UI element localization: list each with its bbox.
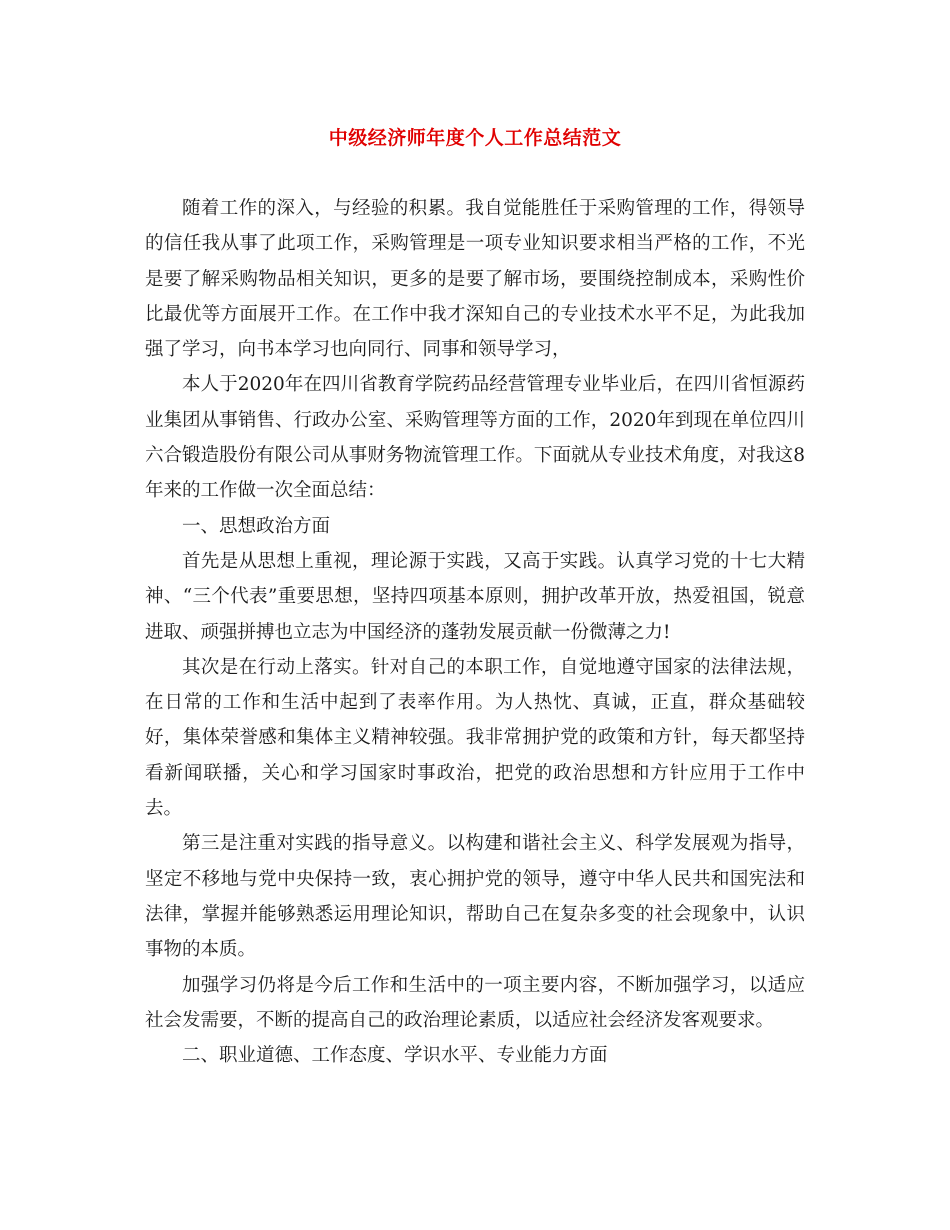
- document-title: 中级经济师年度个人工作总结范文: [328, 127, 622, 149]
- paragraph-intro: 随着工作的深入，与经验的积累。我自觉能胜任于采购管理的工作，得领导的信任我从事了此项工作，采购管理是一项专业知识要求相当严格的工作，不光是要了解采购物品相关知识，更多的是要了解市场，要围绕控制成本，采购性价比最优等方面展开工作。在工作中我才深知自己的专业技术水平不足，为此我加强了学习，向书本学习也向同行、同事和领导学习，: [145, 198, 805, 361]
- paragraph-background: 本人于2020年在四川省教育学院药品经营管理专业毕业后，在四川省恒源药业集团从事销售、行政办公室、采购管理等方面的工作，2020年到现在单位四川六合锻造股份有限公司从事财务物流管理工作。下面就从专业技术角度，对我这8年来的工作做一次全面总结：: [145, 374, 805, 502]
- paragraph-second: 其次是在行动上落实。针对自己的本职工作，自觉地遵守国家的法律法规，在日常的工作和生活中起到了表率作用。为人热忱、真诚，正直，群众基础较好，集体荣誉感和集体主义精神较强。我非常拥护党的政策和方针，每天都坚持看新闻联播，关心和学习国家时事政治，把党的政治思想和方针应用于工作中去。: [145, 656, 805, 820]
- paragraph-first: 首先是从思想上重视，理论源于实践，又高于实践。认真学习党的十七大精神、“三个代表”重要思想，坚持四项基本原则，拥护改革开放，热爱祖国，锐意进取、顽强拼搏也立志为中国经济的蓬勃发展贡献一份微薄之力!: [145, 550, 805, 643]
- document-body: [145, 191, 805, 1073]
- paragraph-third: 第三是注重对实践的指导意义。以构建和谐社会主义、科学发展观为指导，坚定不移地与党中央保持一致，衷心拥护党的领导，遵守中华人民共和国宪法和法律，掌握并能够熟悉运用理论知识，帮助自己在复杂多变的社会现象中，认识事物的本质。: [145, 833, 805, 961]
- section-heading-political: 一、思想政治方面: [182, 515, 331, 537]
- paragraph-study: 加强学习仍将是今后工作和生活中的一项主要内容，不断加强学习，以适应社会发需要，不断的提高自己的政治理论素质，以适应社会经济发客观要求。: [145, 974, 805, 1031]
- section-heading-ethics: 二、职业道德、工作态度、学识水平、专业能力方面: [182, 1045, 608, 1067]
